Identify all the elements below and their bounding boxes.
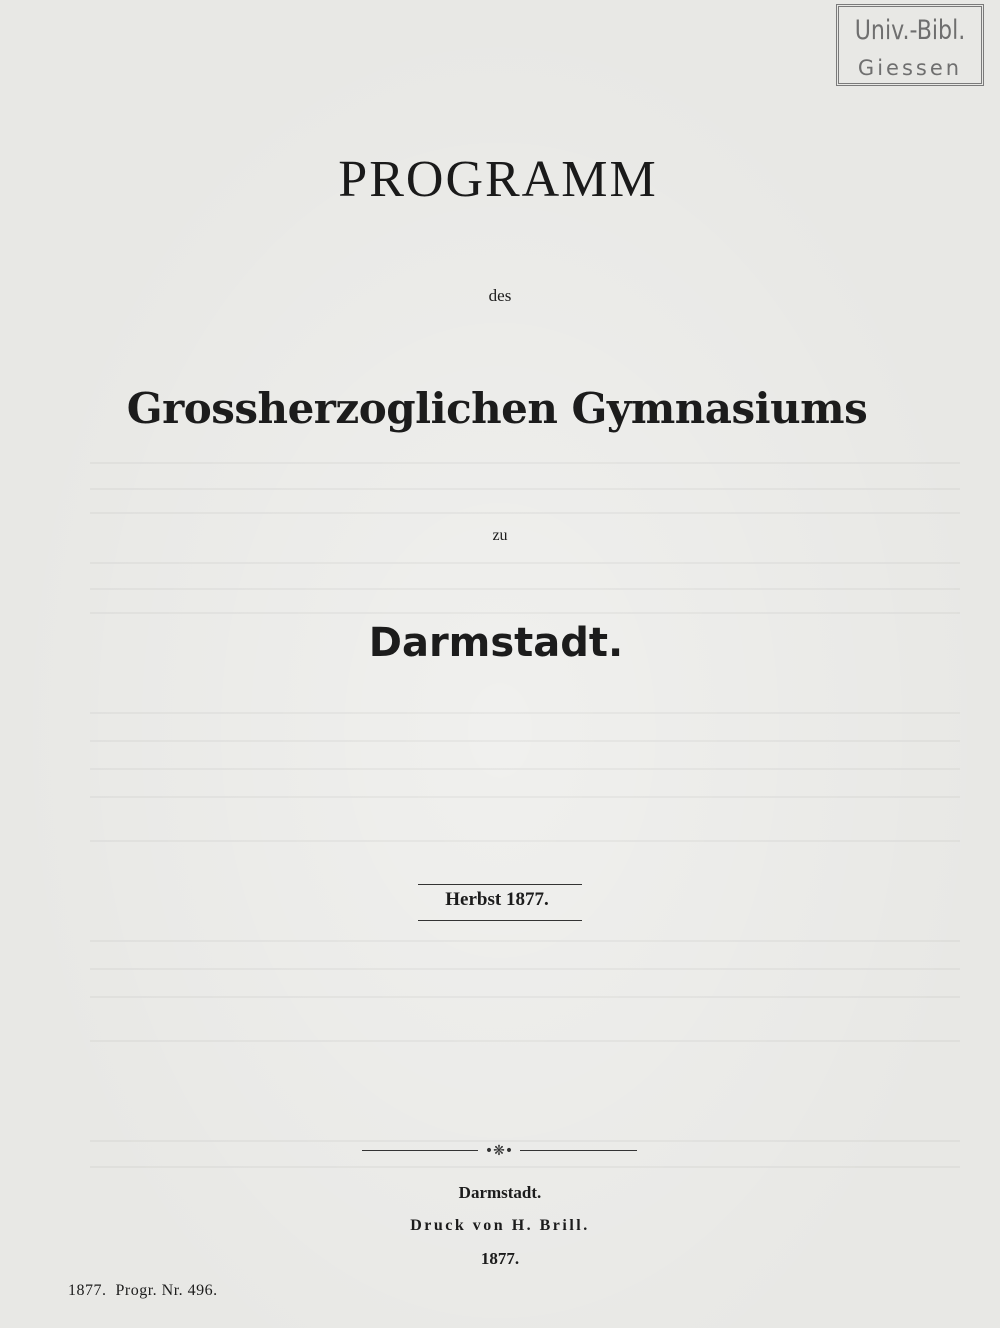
imprint-year: 1877. (480, 1249, 520, 1268)
title-connector-zu: zu (492, 527, 508, 544)
bleed-through-line (90, 588, 960, 590)
divider-line-right (520, 1150, 637, 1151)
bleed-through-line (90, 562, 960, 564)
bleed-through-line (90, 768, 960, 770)
bleed-through-line (90, 940, 960, 942)
bleed-through-line (90, 796, 960, 798)
city-name: Darmstadt. (368, 620, 624, 666)
imprint-place: Darmstadt. (458, 1183, 542, 1202)
divider-line-left (362, 1150, 478, 1151)
program-number: 1877. Progr. Nr. 496. (68, 1282, 218, 1299)
stamp-city: Giessen (857, 56, 963, 80)
season-rule-top (418, 884, 582, 885)
stamp-library-name: Univ.-Bibl. (854, 15, 966, 46)
bleed-through-line (90, 512, 960, 514)
bleed-through-line (90, 1166, 960, 1168)
document-title: PROGRAMM (338, 151, 658, 208)
fleuron-icon: •❋• (484, 1143, 514, 1159)
season-rule-bottom (418, 920, 582, 921)
bleed-through-line (90, 462, 960, 464)
institution-name: Grossherzoglichen Gymnasiums (126, 384, 868, 433)
library-stamp (836, 4, 984, 86)
season-date: Herbst 1877. (445, 889, 549, 910)
ornamental-divider (362, 1142, 637, 1160)
imprint-printer: Druck von H. Brill. (410, 1217, 590, 1234)
bleed-through-line (90, 996, 960, 998)
bleed-through-line (90, 712, 960, 714)
bleed-through-line (90, 740, 960, 742)
title-connector-des: des (488, 286, 512, 305)
bleed-through-line (90, 840, 960, 842)
bleed-through-line (90, 968, 960, 970)
bleed-through-line (90, 1040, 960, 1042)
bleed-through-line (90, 612, 960, 614)
bleed-through-line (90, 488, 960, 490)
